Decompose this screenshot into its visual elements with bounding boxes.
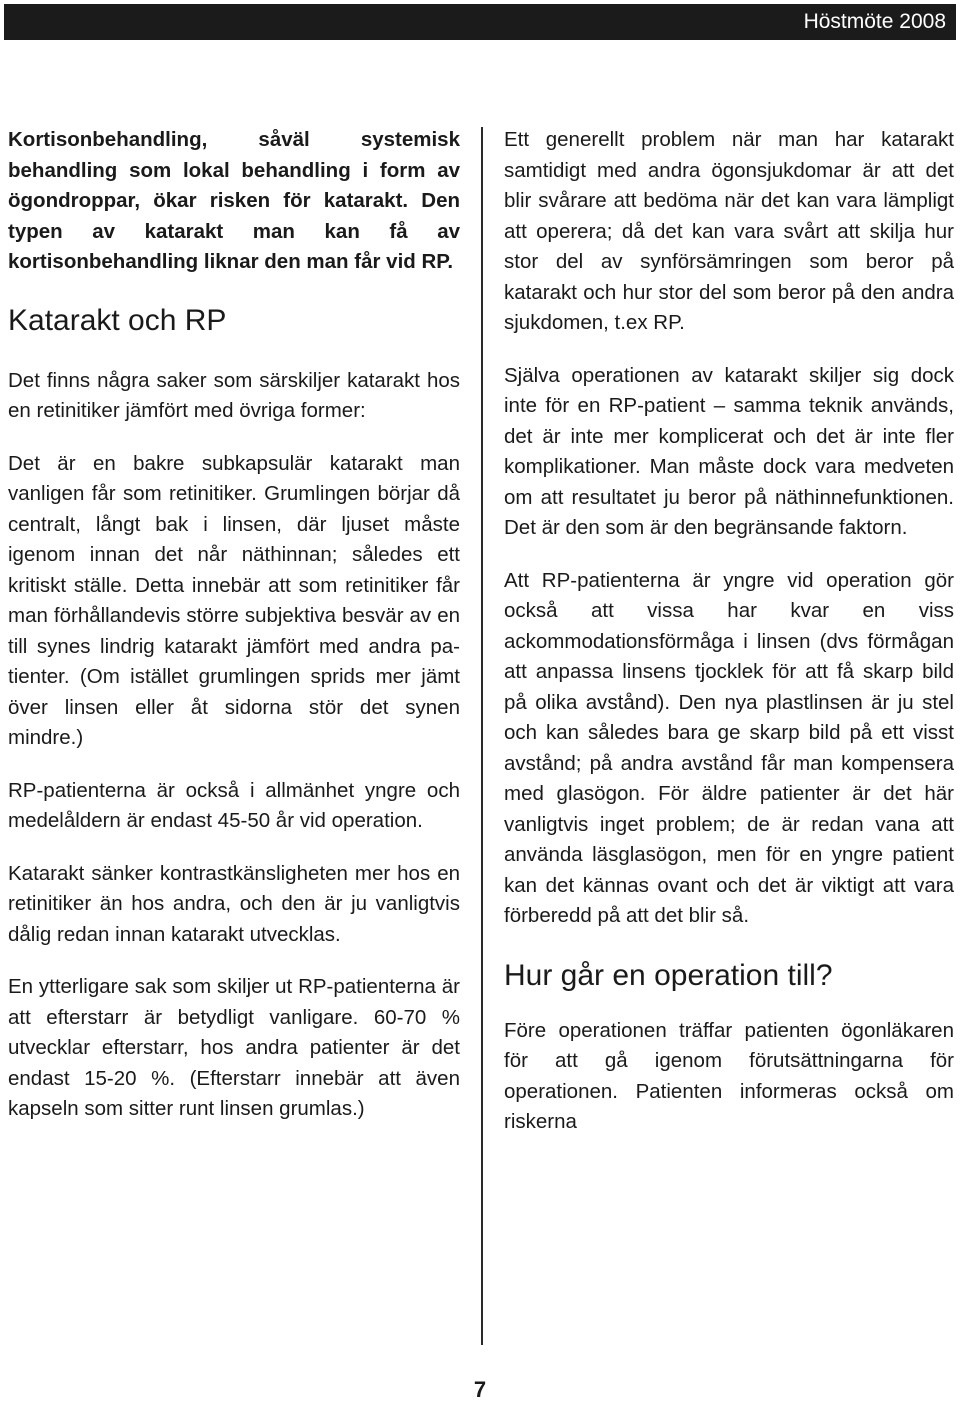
contrast-paragraph: Katarakt sänker kontrastkänsligheten mer hos en retinitiker än hos andra, och den är ju vanligtvis dålig redan innan katarakt utvecklas. [8,861,460,946]
left-column [8,125,460,1125]
distinctions-paragraph: Det finns några saker som särskiljer katarakt hos en retinitiker jämfört med övriga former: [8,368,460,422]
section-heading-katarakt-och-rp: Katarakt och RP [8,303,227,337]
column-divider [481,127,483,1345]
efterstarr-paragraph: En ytterligare sak som skiljer ut RP-patienterna är att efterstarr är betydligt vanligare. 60-70 % utvecklar efterstarr, hos andra patienter är det endast 15-20 %. (Efterstarr innebär att även kapseln som sitter runt linsen grumlas.) [8,975,460,1120]
subcapsular-paragraph: Det är en bakre subkapsulär katarakt man vanligen får som retinitiker. Grumlingen börjar då centralt, långt bak i linsen, där ljuset måste igenom innan det når näthinnan; således ett kritiskt ställe. Detta innebär att som retinitiker får man förhållandevis större subjektiva besvär av en till synes lindrig katarakt jämfört med andra patienter. (Om istället grumlingen sprids mer jämt över linsen eller åt sidorna stör det synen mindre.) [8,451,460,749]
operation-paragraph: Själva operationen av katarakt skiljer sig dock inte för en RP-patient – samma teknik används, det är inte mer komplicerat och det är inte fler komplikationer. Man måste dock vara medveten om att resultatet ju beror på näthinnefunktionen. Det är den som är den begränsande faktorn. [504,363,954,539]
before-operation-paragraph: Före operationen träffar patienten ögonläkaren för att gå igenom förutsättningarna för operationen. Patienten informeras också om riskerna [504,1018,954,1133]
right-column [504,125,954,1138]
intro-paragraph: Kortisonbehandling, såväl systemisk behandling som lokal behandling i form av ögondroppar, ökar risken för katarakt. Den typen av katarakt man kan få av kortisonbehandling liknar den man får vid RP. [8,128,460,273]
age-paragraph: RP-patienterna är också i allmänhet yngre och medelåldern är endast 45-50 år vid operation. [8,778,460,832]
header-title: Höstmöte 2008 [803,10,946,33]
section-heading-hur-gar-en-operation-till: Hur går en operation till? [504,958,833,992]
header-bar [4,4,956,40]
general-problem-paragraph: Ett generellt problem när man har katarakt samtidigt med andra ögonsjukdomar är att det blir svårare att bedöma när det kan vara lämpligt att operera; då det kan vara svårt att skilja hur stor del av synförsämringen som beror på katarakt och hur stor del som beror på den andra sjukdomen, t.ex RP. [504,128,954,334]
accommodation-paragraph: Att RP-patienterna är yngre vid operation gör också att vissa har kvar en viss ackommodationsförmåga i linsen (dvs förmågan att anpassa linsens tjocklek för att få skarp bild på olika avstånd). Den nya plastlinsen är ju stel och kan således bara ge skarp bild på ett visst avstånd; på andra avstånd får man kompensera med glasögon. För äldre patienter är det här vanligtvis inget problem; de är redan vana att använda läsglasögon, men för en yngre patient kan det kännas ovant och det är viktigt att vara förberedd på att det blir så. [504,568,954,927]
page-number: 7 [473,1377,487,1402]
